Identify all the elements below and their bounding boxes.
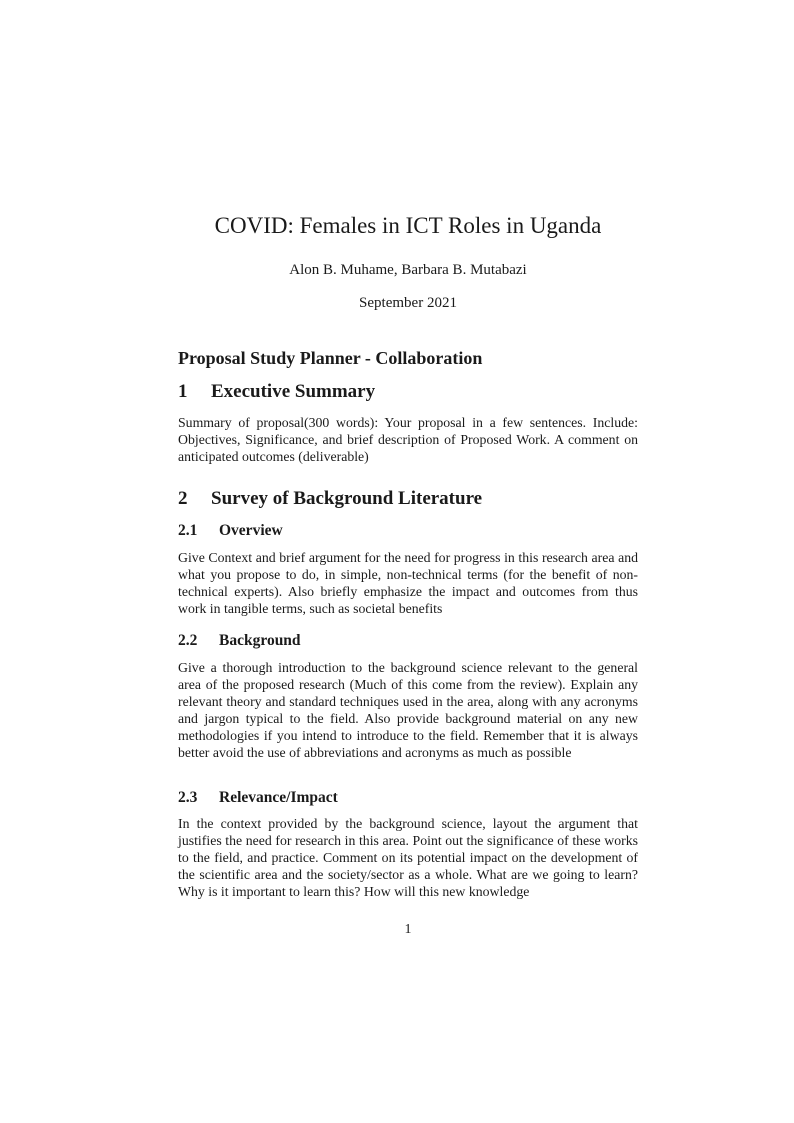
subsection-number: 2.1 bbox=[178, 522, 198, 539]
section-number: 1 bbox=[178, 381, 188, 402]
paper-title: COVID: Females in ICT Roles in Uganda bbox=[214, 213, 602, 238]
section-heading-survey-of-background-literature bbox=[178, 487, 638, 510]
subsection-heading-background bbox=[178, 631, 638, 650]
subsection-number: 2.3 bbox=[178, 789, 198, 806]
subsection-heading-overview bbox=[178, 521, 638, 540]
section-title: Executive Summary bbox=[211, 381, 376, 402]
subsection-title: Background bbox=[219, 632, 301, 649]
section-number: 2 bbox=[178, 488, 188, 509]
subsection-title: Overview bbox=[219, 522, 283, 539]
page-number: 1 bbox=[404, 922, 412, 937]
section-heading-executive-summary bbox=[178, 380, 638, 403]
section-title: Survey of Background Literature bbox=[211, 488, 483, 509]
subsection-heading-relevance-impact bbox=[178, 788, 638, 807]
subsection-number: 2.2 bbox=[178, 632, 198, 649]
overview-paragraph: Give Context and brief argument for the need for progress in this research area and what you propose to do, in simple, non-technical terms (for the benefit of non-technical experts). Also briefly emphasize the impact and outcomes from thus work in tangible terms, such as societal benefits bbox=[178, 550, 638, 616]
executive-summary-paragraph: Summary of proposal(300 words): Your proposal in a few sentences. Include: Objectives, Significance, and brief description of Proposed Work. A comment on anticipated outcomes (deliverable) bbox=[178, 415, 638, 464]
paper-authors: Alon B. Muhame, Barbara B. Mutabazi bbox=[289, 262, 527, 278]
relevance-impact-paragraph: In the context provided by the background science, layout the argument that justifies the need for research in this area. Point out the significance of these works to the field, and practice. Comment on its potential impact on the development of the scientific area and the society/sector as a whole. What are we going to learn? Why is it important to learn this? How will this new knowledge bbox=[178, 816, 638, 899]
background-paragraph: Give a thorough introduction to the background science relevant to the general area of the proposed research (Much of this come from the review). Explain any relevant theory and standard techniques used in the area, along with any acronyms and jargon typical to the field. Also provide background material on any new methodologies if you intend to introduce to the field. Remember that it is always better avoid the use of abbreviations and acronyms as much as possible bbox=[178, 660, 638, 760]
paper-date: September 2021 bbox=[359, 295, 457, 311]
planner-heading: Proposal Study Planner - Collaboration bbox=[178, 348, 483, 368]
subsection-title: Relevance/Impact bbox=[219, 789, 338, 806]
